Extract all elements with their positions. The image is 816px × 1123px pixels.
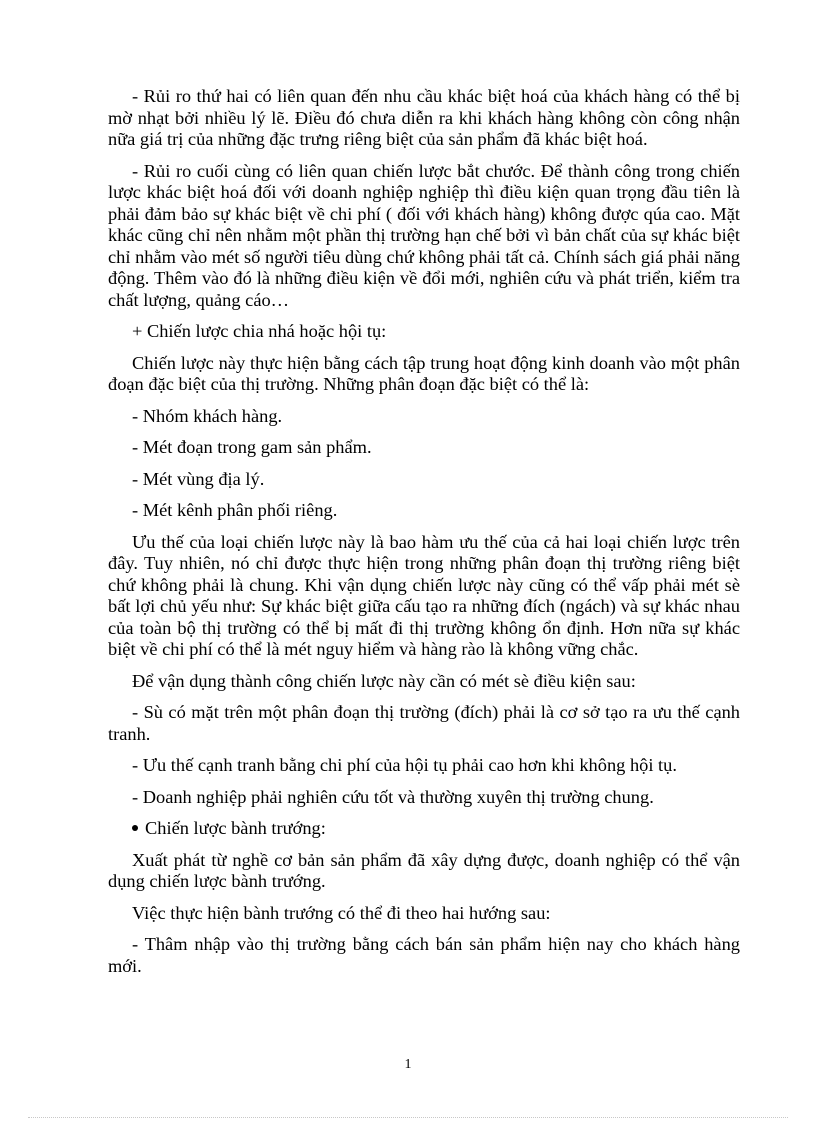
bullet-icon xyxy=(132,825,138,831)
list-item-geographic-area: - Mét vùng địa lý. xyxy=(132,468,265,489)
heading-expansion-label: Chiến lược bành trướng: xyxy=(145,818,326,838)
paragraph-focus-advantages: Ưu thế của loại chiến lược này là bao hàm ưu thế của cả hai loại chiến lược trên đây. Tuy nhiên, nó chỉ được thực hiện trong những phân đoạn thị trường riêng biệt chứ không phải là chung. Khi vận dụng chiến lược này cũng có thể vấp phải mét sè bất lợi chủ yếu như: Sự khác biệt giữa cấu tạo ra những đích (ngách) và sự khác nhau của toàn bộ thị trường có thể bị mất đi thị trường không ổn định. Hơn nữa sự khác biệt về chi phí có thể là mét nguy hiểm và hàng rào là không vững chắc. xyxy=(108,531,740,659)
list-item-distribution-channel: - Mét kênh phân phối riêng. xyxy=(132,500,338,520)
paragraph-expansion-intro: Xuất phát từ nghề cơ bản sản phẩm đã xây dựng được, doanh nghiệp có thể vận dụng chiến lược bành trướng. xyxy=(108,849,740,891)
paragraph-expansion-directions: Việc thực hiện bành trướng có thể đi theo hai hướng sau: xyxy=(132,902,551,923)
page-bottom-divider xyxy=(28,1117,788,1118)
page-number: 1 xyxy=(404,1057,412,1072)
list-item-condition-presence: - Sù có mặt trên một phân đoạn thị trường (đích) phải là cơ sở tạo ra ưu thế cạnh tranh. xyxy=(108,702,740,744)
heading-focus-strategy: + Chiến lược chia nhá hoặc hội tụ: xyxy=(132,321,387,341)
heading-expansion-strategy xyxy=(108,818,740,840)
list-item-condition-cost: - Ưu thế cạnh tranh bằng chi phí của hội tụ phải cao hơn khi không hội tụ. xyxy=(132,755,677,775)
list-item-market-penetration: - Thâm nhập vào thị trường bằng cách bán sản phẩm hiện nay cho khách hàng mới. xyxy=(108,934,740,976)
list-item-condition-research: - Doanh nghiệp phải nghiên cứu tốt và thường xuyên thị trường chung. xyxy=(132,786,654,807)
list-item-product-segment: - Mét đoạn trong gam sản phẩm. xyxy=(132,437,372,457)
paragraph-conditions-intro: Để vận dụng thành công chiến lược này cần có mét sè điều kiện sau: xyxy=(132,670,636,691)
paragraph-risk-second: - Rủi ro thứ hai có liên quan đến nhu cầu khác biệt hoá của khách hàng có thể bị mờ nhạt bởi nhiều lý lẽ. Điều đó chưa diễn ra khi khách hàng không còn công nhận nữa giá trị của những đặc trưng riêng biệt của sản phẩm đã khác biệt hoá. xyxy=(108,86,740,149)
paragraph-risk-last: - Rủi ro cuối cùng có liên quan chiến lược bắt chước. Để thành công trong chiến lược khác biệt hoá đối với doanh nghiệp nghiệp thì điều kiện quan trọng đầu tiên là phải đảm bảo sự khác biệt về chi phí ( đối với khách hàng) không được qúa cao. Mặt khác cũng chỉ nên nhằm một phần thị trường hạn chế bởi vì bản chất của sự khác biệt chỉ nhằm vào mét số người tiêu dùng chứ không phải tất cả. Chính sách giá phải năng động. Thêm vào đó là những điều kiện về đổi mới, nghiên cứu và phát triển, kiểm tra chất lượng, quảng cáo… xyxy=(108,160,740,310)
document-body xyxy=(108,86,740,987)
paragraph-focus-intro: Chiến lược này thực hiện bằng cách tập trung hoạt động kinh doanh vào một phân đoạn đặc biệt của thị trường. Những phân đoạn đặc biệt có thể là: xyxy=(108,352,740,394)
list-item-customer-group: - Nhóm khách hàng. xyxy=(132,405,283,426)
